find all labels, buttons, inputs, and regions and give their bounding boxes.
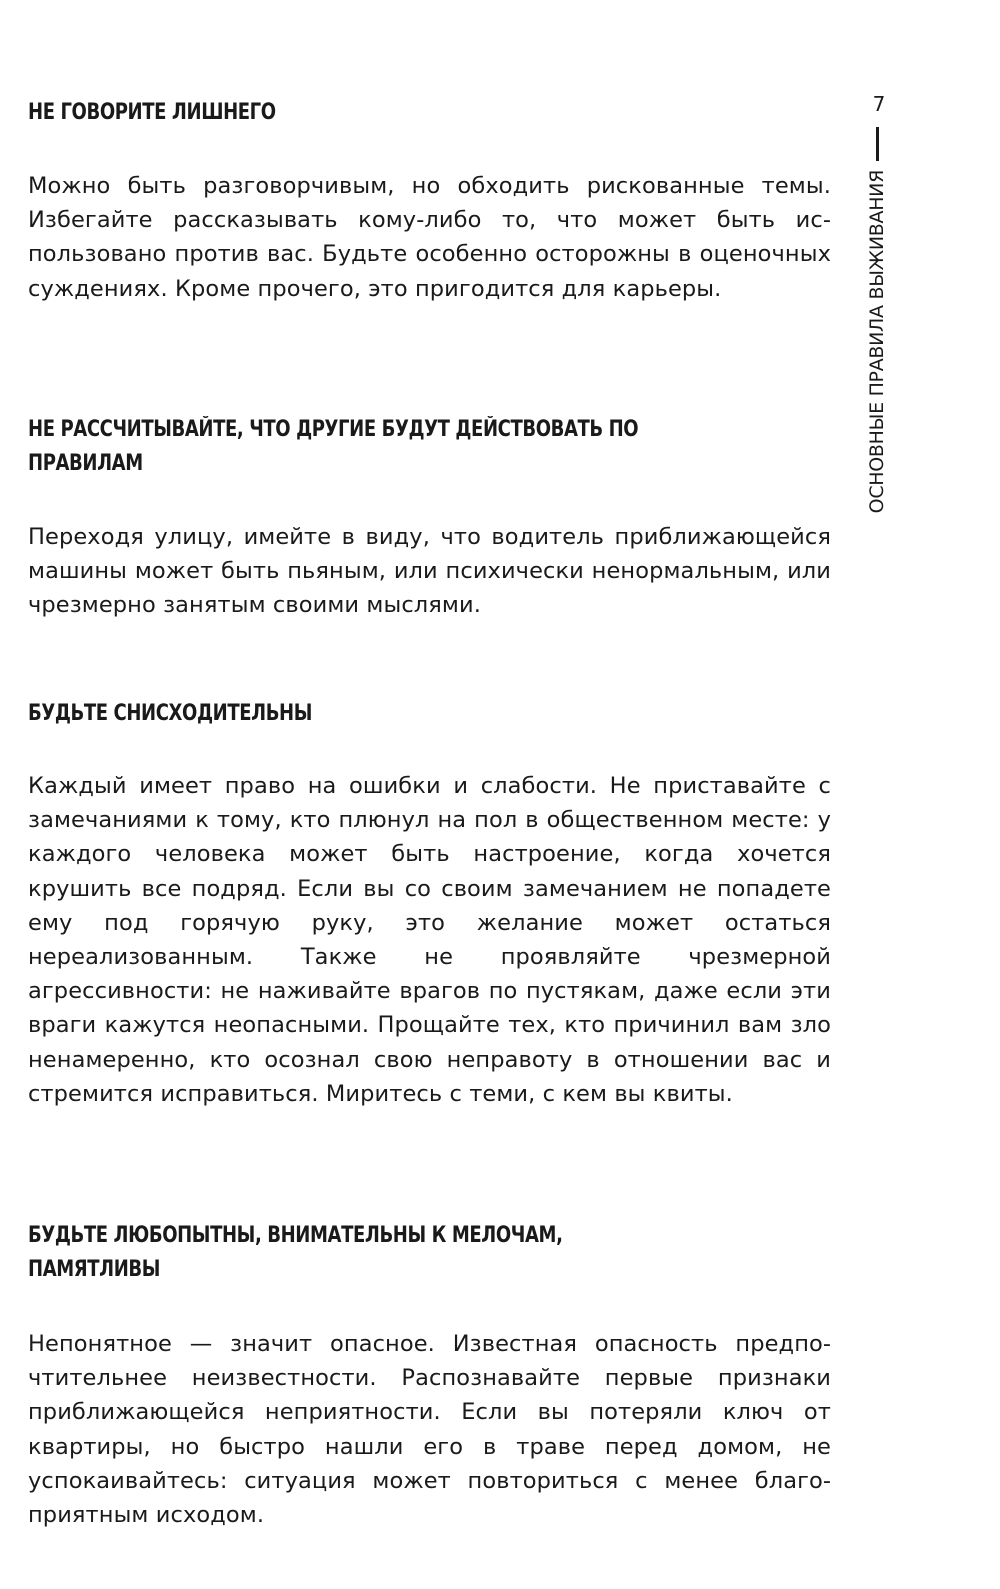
section-body-3: Каждый имеет право на ошибки и слабости. Не приставайте с замечаниями к тому, кто плюнул на пол в общественном месте: у каждого человека может быть настроение, когда хочется крушить все подряд. Если вы со своим замечанием не попадете ему под горячую руку, это желание может остаться нереализованным. Также не проявляйте чрезмерной агрессивности: не наживайте врагов по пустякам, даже если эти враги кажутся неопасными. Прощайте тех, кто причинил вам зло ненамеренно, кто осознал свою неправоту в отношении вас и стремится исправиться. Миритесь с теми, с кем вы квиты. xyxy=(28,773,831,1107)
section-body-2: Переходя улицу, имейте в виду, что водитель приближающейся машины может быть пьяным, или психически ненормальным, или чрезмерно занятым своими мыслями. xyxy=(28,524,831,619)
page-number: 7 xyxy=(872,92,886,116)
section-heading-3: БУДЬТЕ СНИСХОДИТЕЛЬНЫ xyxy=(28,701,313,726)
running-header-text: ОСНОВНЫЕ ПРАВИЛА ВЫЖИВАНИЯ xyxy=(866,170,888,514)
section-heading-2: НЕ РАССЧИТЫВАЙТЕ, ЧТО ДРУГИЕ БУДУТ ДЕЙСТВОВАТЬ ПО ПРАВИЛАМ xyxy=(28,417,639,476)
section-heading-1: НЕ ГОВОРИТЕ ЛИШНЕГО xyxy=(28,100,276,125)
section-heading-4: БУДЬТЕ ЛЮБОПЫТНЫ, ВНИМАТЕЛЬНЫ К МЕЛОЧАМ, ПАМЯТЛИВЫ xyxy=(28,1223,563,1282)
page-number-rule xyxy=(876,127,879,161)
section-body-1: Можно быть разговорчивым, но обходить рискованные темы. Избегайте рассказывать кому-либо то, что может быть использовано против вас. Будьте особенно осторожны в оценочных суждениях. Кроме прочего, это пригодится для карьеры. xyxy=(28,173,831,302)
section-body-4: Непонятное — значит опасное. Известная опасность предпочтительнее неизвестности. Распознавайте первые признаки приближающейся неприятности. Если вы потеряли ключ от квартиры, но быстро нашли его в траве перед домом, не успокаивайтесь: ситуация может повториться с менее благоприятным исходом. xyxy=(28,1331,831,1529)
